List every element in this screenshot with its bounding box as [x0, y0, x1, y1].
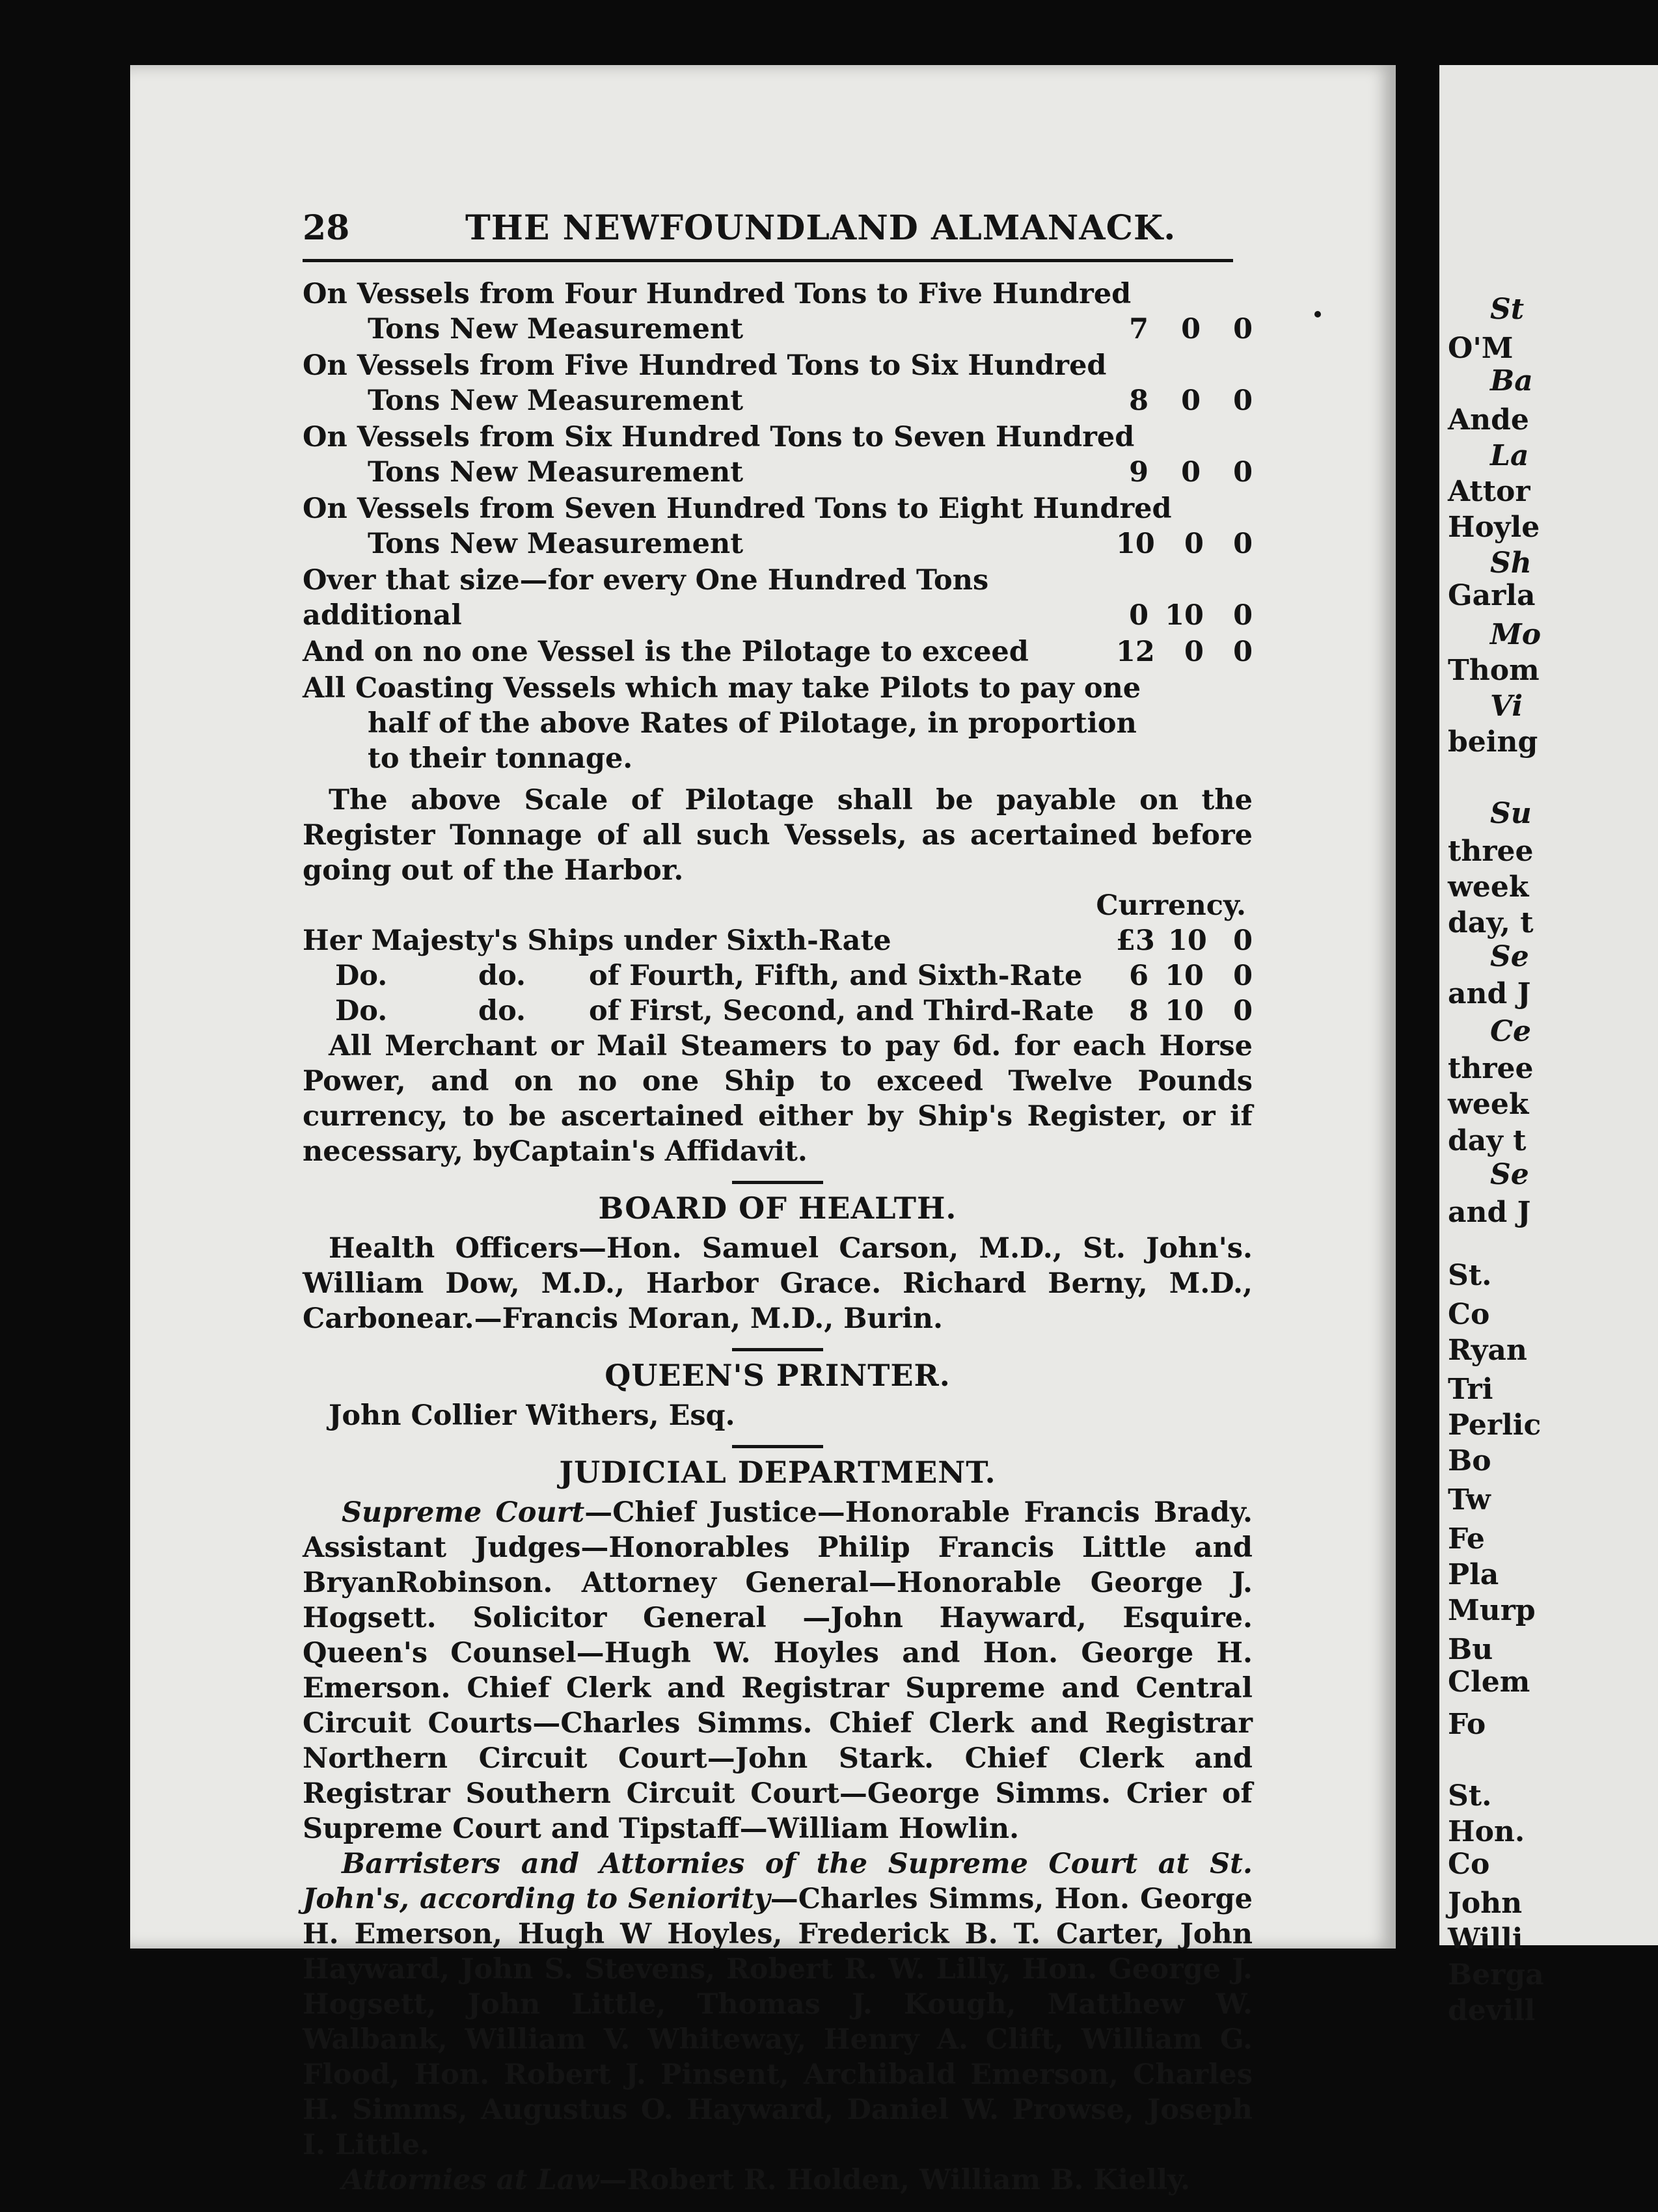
ship-rate-row	[303, 923, 1253, 958]
adjacent-page-fragment: Ryan	[1448, 1334, 1527, 1367]
rate-amount	[1103, 526, 1253, 561]
adjacent-page-fragment: Willi	[1448, 1922, 1523, 1956]
rate-line1: On Vessels from Five Hundred Tons to Six Hundred	[303, 349, 1107, 382]
rate-amount	[1103, 958, 1253, 993]
max-vessel-row	[303, 634, 1253, 669]
adjacent-page-fragment: devill	[1448, 1994, 1536, 2027]
adjacent-page-fragment: Pla	[1448, 1558, 1499, 1591]
rate-line1: On Vessels from Four Hundred Tons to Five Hundred	[303, 278, 1132, 310]
supreme-court-paragraph	[303, 1495, 1253, 1846]
shillings: 0	[1181, 384, 1201, 417]
adjacent-page-fragment: Hon.	[1448, 1815, 1525, 1848]
adjacent-page-fragment: Perlic	[1448, 1409, 1542, 1442]
shillings: 10	[1165, 960, 1204, 992]
pence: 0	[1233, 456, 1253, 489]
adjacent-page-fragment: three	[1448, 835, 1534, 868]
judicial-title: JUDICIAL DEPARTMENT.	[559, 1455, 996, 1490]
shillings: 0	[1181, 313, 1201, 345]
attornies-label: Attornies at Law	[342, 2164, 599, 2196]
adjacent-page-fragment: Se	[1490, 940, 1529, 973]
attornies-paragraph	[303, 2163, 1253, 2198]
pence: 0	[1233, 960, 1253, 992]
steamers-note: All Merchant or Mail Steamers to pay 6d. for each Horse Power, and on no one Ship to exceed Twelve Pounds currency, to be ascertained either by Ship's Register, or if necessary, byCaptain's Affidavit.	[303, 1030, 1253, 1168]
barristers-label: Barristers and Attornies of the Supreme Court at St. John's, according to Seniority	[303, 1848, 1253, 1915]
coasting-line2: half of the above Rates of Pilotage, in proportion	[368, 707, 1137, 740]
pence: 0	[1233, 313, 1253, 345]
pounds: £3	[1116, 924, 1155, 957]
pounds: 0	[1129, 599, 1148, 632]
ink-spot	[1314, 311, 1321, 317]
adjacent-page-fragment: Hoyle	[1448, 511, 1540, 544]
rate-amount	[1103, 455, 1253, 490]
page-number: 28	[303, 208, 350, 248]
adjacent-page-fragment: Co	[1448, 1848, 1490, 1881]
rate-entry	[303, 348, 1253, 418]
adjacent-page-fragment: Murp	[1448, 1594, 1536, 1627]
pounds: 6	[1129, 960, 1148, 992]
ditto-label: Do.	[335, 995, 388, 1027]
pounds: 9	[1129, 456, 1148, 489]
adjacent-page-fragment: Tw	[1448, 1483, 1491, 1517]
adjacent-page-fragment: and J	[1448, 1196, 1531, 1229]
rate-amount	[1103, 598, 1253, 633]
adjacent-page-fragment: Co	[1448, 1298, 1490, 1331]
pence: 0	[1233, 599, 1253, 632]
section-rule	[732, 1181, 823, 1184]
adjacent-page-fragment: St.	[1448, 1259, 1492, 1292]
adjacent-page-fragment: week	[1448, 870, 1529, 904]
adjacent-page-fragment: week	[1448, 1088, 1529, 1121]
rate-line2: Tons New Measurement	[368, 528, 744, 560]
ship-rate-row	[303, 958, 1253, 993]
header-rule	[303, 259, 1233, 262]
pence: 0	[1233, 924, 1253, 957]
rate-line1: On Vessels from Seven Hundred Tons to Eight Hundred	[303, 492, 1172, 525]
supreme-court-label: Supreme Court	[342, 1496, 585, 1529]
board-of-health-text: Health Officers—Hon. Samuel Carson, M.D., St. John's. William Dow, M.D., Harbor Grace. Richard Berny, M.D., Carbonear.—Francis Moran, M.D., Burin.	[303, 1232, 1253, 1335]
ditto-label: Do.	[335, 960, 388, 992]
adjacent-page-fragment: Tri	[1448, 1373, 1493, 1406]
adjacent-page-fragment: being	[1448, 725, 1538, 759]
shillings: 10	[1165, 995, 1204, 1027]
queens-printer-text: John Collier Withers, Esq.	[329, 1399, 735, 1432]
scale-note: The above Scale of Pilotage shall be payable on the Register Tonnage of all such Vessels, as acertained before going out of the Harbor.	[303, 784, 1253, 887]
rate-line1: On Vessels from Six Hundred Tons to Seven Hundred	[303, 421, 1135, 453]
coasting-entry	[303, 671, 1253, 776]
adjacent-page-fragment: Vi	[1490, 690, 1523, 723]
board-of-health-title: BOARD OF HEALTH.	[598, 1191, 957, 1226]
adjacent-page-fragment: Bo	[1448, 1444, 1491, 1477]
adjacent-page-fragment: Ba	[1490, 364, 1533, 398]
currency-label: Currency.	[1096, 889, 1246, 922]
pence: 0	[1233, 995, 1253, 1027]
adjacent-page-fragment: and J	[1448, 977, 1531, 1010]
adjacent-page-fragment: Su	[1490, 797, 1532, 830]
supreme-court-text: —Chief Justice—Honorable Francis Brady. Assistant Judges—Honorables Philip Francis Little and BryanRobinson. Attorney General—Honorable George J. Hogsett. Solicitor General —John Hayward, Esquire. Queen's Counsel—Hugh W. Hoyles and Hon. George H. Emerson. Chief Clerk and Registrar Supreme and Central Circuit Courts—Charles Simms. Chief Clerk and Registrar Northern Circuit Court—John Stark. Chief Clerk and Registrar Southern Circuit Court—George Simms. Crier of Supreme Court and Tipstaff—William Howlin.	[303, 1496, 1253, 1845]
adjacent-page-fragment: Fe	[1448, 1522, 1485, 1556]
pounds: 8	[1129, 384, 1148, 417]
ditto-label: do.	[478, 995, 526, 1027]
ship-rate-text: of First, Second, and Third-Rate	[589, 995, 1094, 1027]
coasting-line1: All Coasting Vessels which may take Pilots to pay one	[303, 672, 1141, 705]
ship-rate-text: of Fourth, Fifth, and Sixth-Rate	[589, 960, 1083, 992]
attornies-text: —Robert R. Holden, William B. Kielly.	[599, 2164, 1191, 2196]
shillings: 0	[1181, 456, 1201, 489]
adjacent-page-fragment: Attor	[1448, 475, 1530, 508]
pence: 0	[1233, 636, 1253, 668]
rate-entry	[303, 420, 1253, 490]
adjacent-page-fragment: Garla	[1448, 579, 1536, 612]
pounds: 7	[1129, 313, 1148, 345]
pounds: 10	[1116, 528, 1155, 560]
coasting-line3: to their tonnage.	[368, 742, 633, 775]
pounds: 8	[1129, 995, 1148, 1027]
adjacent-page-fragment: John	[1448, 1887, 1523, 1920]
running-title: THE NEWFOUNDLAND ALMANACK.	[465, 208, 1176, 248]
over-size-text: Over that size—for every One Hundred Tons additional	[303, 564, 989, 632]
shillings: 0	[1184, 528, 1204, 560]
shillings: 10	[1165, 599, 1204, 632]
page-header	[303, 208, 1233, 247]
shillings: 0	[1184, 636, 1204, 668]
rate-amount	[1103, 923, 1253, 958]
ditto-label: do.	[478, 960, 526, 992]
over-size-row	[303, 563, 1253, 633]
rate-entry	[303, 491, 1253, 561]
adjacent-page-fragment: Clem	[1448, 1666, 1530, 1699]
adjacent-page-fragment: Ande	[1448, 403, 1529, 437]
ship-rate-text: Her Majesty's Ships under Sixth-Rate	[303, 924, 891, 957]
adjacent-page-fragment: Bu	[1448, 1633, 1493, 1666]
adjacent-page-fragment: Sh	[1490, 546, 1532, 580]
adjacent-page-fragment: Ce	[1490, 1015, 1532, 1048]
adjacent-page-fragment: Mo	[1490, 618, 1542, 651]
shillings: 10	[1168, 924, 1207, 957]
adjacent-page-fragment: day t	[1448, 1124, 1527, 1157]
pounds: 12	[1116, 636, 1155, 668]
adjacent-page-fragment: O'M	[1448, 332, 1514, 365]
rate-line2: Tons New Measurement	[368, 456, 744, 489]
rate-line2: Tons New Measurement	[368, 313, 744, 345]
rate-amount	[1103, 993, 1253, 1029]
rate-amount	[1103, 383, 1253, 418]
rate-line2: Tons New Measurement	[368, 384, 744, 417]
section-rule	[732, 1445, 823, 1448]
adjacent-page-fragment: three	[1448, 1052, 1534, 1085]
adjacent-page-fragment: Fo	[1448, 1708, 1486, 1741]
adjacent-page-fragment: La	[1490, 439, 1529, 472]
pence: 0	[1233, 384, 1253, 417]
rate-amount	[1103, 634, 1253, 669]
adjacent-page-fragment: St	[1490, 293, 1525, 326]
rate-amount	[1103, 312, 1253, 347]
adjacent-page-fragment: Berga	[1448, 1958, 1544, 1991]
barristers-paragraph	[303, 1846, 1253, 2163]
queens-printer-title: QUEEN'S PRINTER.	[605, 1358, 951, 1393]
ship-rate-row	[303, 993, 1253, 1029]
page-body	[303, 276, 1253, 2198]
rate-entry	[303, 276, 1253, 347]
adjacent-page-fragment: Thom	[1448, 654, 1540, 687]
pence: 0	[1233, 528, 1253, 560]
section-rule	[732, 1348, 823, 1351]
adjacent-page-fragment: day, t	[1448, 906, 1534, 939]
adjacent-page-fragment: St.	[1448, 1779, 1492, 1813]
adjacent-page-fragment: Se	[1490, 1158, 1529, 1191]
max-vessel-text: And on no one Vessel is the Pilotage to exceed	[303, 636, 1029, 668]
barristers-text: —Charles Simms, Hon. George H. Emerson, Hugh W Hoyles, Frederick B. T. Carter, John Hayward, John S. Stevens, Robert R. W. Lilly, Hon. George J. Hogsett, John Little, Thomas J. Kough, Matthew W. Walbank, William V. Whiteway, Henry A. Clift, William G. Flood, Hon. Robert J. Pinsent, Archibald Emerson, Charles H. Simms, Augustus O. Hayward, Daniel W. Prowse, Joseph I. Little.	[303, 1883, 1253, 2161]
